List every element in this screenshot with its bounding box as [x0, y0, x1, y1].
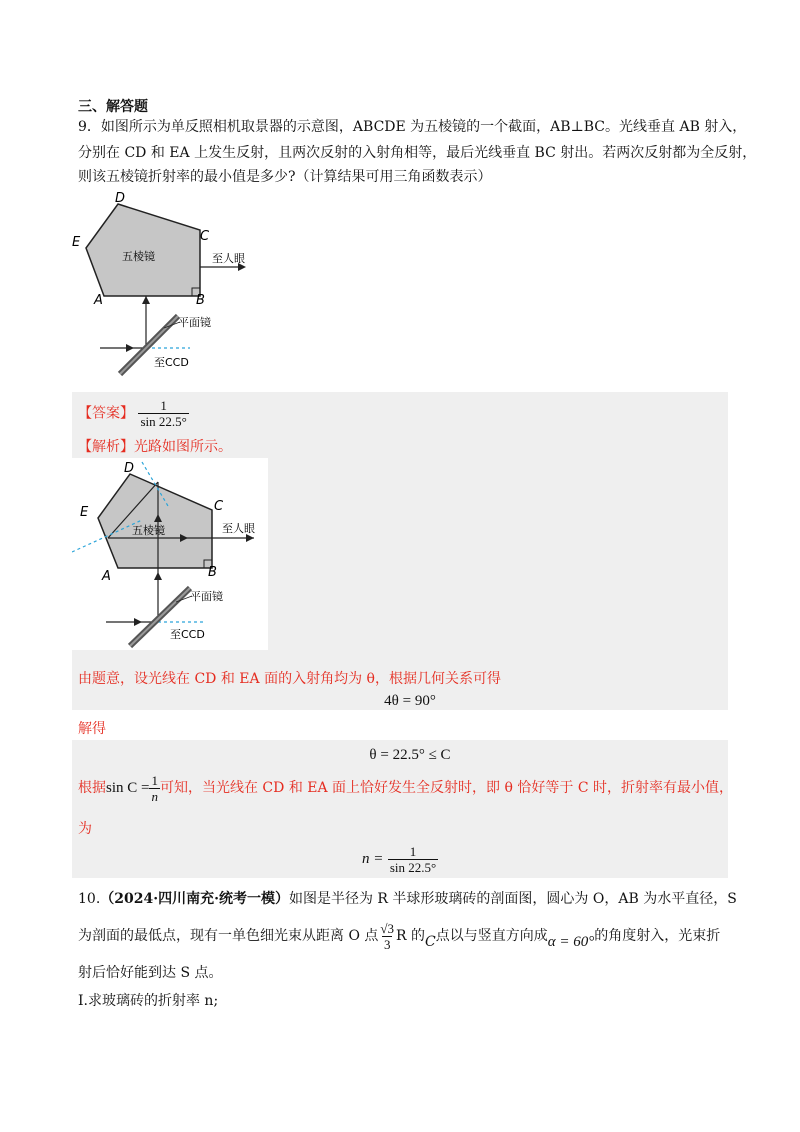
analysis-step1: 由题意，设光线在 CD 和 EA 面的入射角均为 θ，根据几何关系可得: [78, 671, 501, 687]
q9-line1-text: 如图所示为单反照相机取景器的示意图，ABCDE 为五棱镜的一个截面，AB⊥BC。光线垂直 AB 射入，: [100, 119, 747, 135]
step2-fraction: [149, 773, 160, 804]
label-e: E: [72, 235, 81, 250]
analysis-solve: 解得: [78, 721, 106, 737]
ccd2-label: 至CCD: [170, 628, 205, 641]
prism2-label: 五棱镜: [132, 524, 165, 537]
q10-number: 10.: [78, 891, 101, 907]
analysis-wei: 为: [78, 821, 92, 837]
label-a: A: [94, 293, 103, 308]
equation-2: θ = 22.5° ≤ C: [369, 747, 451, 763]
q10-alpha: α = 60°: [547, 934, 595, 950]
answer-tag: 【答案】: [78, 405, 134, 422]
q10-line3: 射后恰好能到达 S 点。: [78, 965, 223, 981]
q10-line1: [78, 888, 737, 910]
q10-line2-post2: 的角度射入，光束折: [594, 928, 721, 944]
answer-line: [78, 398, 189, 429]
mirror2-label: 平面镜: [190, 590, 223, 603]
step2-sin: sin C =: [106, 780, 150, 796]
q10-fraction: [378, 921, 396, 952]
q10-source: （2024·四川南充·统考一模）: [100, 891, 289, 907]
label2-e: E: [80, 505, 89, 520]
q10-line2-post1: 点以与竖直方向成: [435, 928, 548, 944]
ccd-label: 至CCD: [154, 356, 189, 369]
q10-line2-mid: R 的: [396, 928, 426, 944]
answer-den: sin 22.5°: [140, 414, 187, 429]
figure-prism-1: [60, 188, 280, 388]
eq3-fraction: [388, 844, 438, 875]
answer-num: 1: [160, 398, 167, 413]
label2-a: A: [102, 569, 111, 584]
q10-line1-text: 如图是半径为 R 半球形玻璃砖的剖面图，圆心为 O，AB 为水平直径，S: [288, 891, 737, 907]
q9-number: 9．: [78, 119, 101, 135]
label2-c: C: [214, 499, 224, 514]
eq3-den: sin 22.5°: [389, 859, 437, 875]
answer-fraction: [138, 398, 188, 429]
q10-line2-pre: 为剖面的最低点，现有一单色细光束从距离 O 点: [78, 928, 379, 944]
eq3-num: 1: [409, 843, 417, 859]
q9-line1: [78, 116, 746, 138]
prism-label: 五棱镜: [122, 250, 155, 263]
figure-prism-2: [72, 458, 268, 650]
q10-den: 3: [383, 936, 391, 952]
q9-line2: 分别在 CD 和 EA 上发生反射，且两次反射的入射角相等，最后光线垂直 BC 射出。若两次反射都为全反射，: [78, 145, 757, 161]
q10-num: √3: [380, 920, 395, 936]
analysis-tag: 【解析】: [78, 439, 134, 455]
right-arrow: [126, 344, 134, 352]
mirror-label: 平面镜: [178, 316, 211, 329]
step2-post: 可知，当光线在 CD 和 EA 面上恰好发生全反射时，即 θ 恰好等于 C 时，折射率有最小值，: [159, 780, 733, 796]
q10-point-c: C: [425, 934, 436, 950]
analysis-text: 光路如图所示。: [134, 439, 232, 455]
label2-d: D: [124, 461, 135, 476]
q9-line3: 则该五棱镜折射率的最小值是多少?（计算结果可用三角函数表示）: [78, 169, 492, 185]
q10-sub1: Ⅰ.求玻璃砖的折射率 n;: [78, 993, 219, 1009]
label2-b: B: [208, 565, 217, 580]
up-arrow: [142, 296, 150, 304]
equation-3: [362, 842, 438, 876]
equation-1: 4θ = 90°: [384, 693, 436, 709]
eye2-label: 至人眼: [222, 522, 255, 535]
section-title: 三、解答题: [78, 99, 148, 115]
eye-label: 至人眼: [212, 252, 245, 265]
step2-pre: 根据: [78, 780, 106, 796]
analysis-step2: [78, 768, 733, 808]
q10-line2: [78, 916, 720, 956]
label-d: D: [115, 191, 126, 206]
step2-num: 1: [151, 772, 158, 788]
label-b: B: [196, 293, 205, 308]
eq3-lhs: n =: [362, 851, 384, 867]
step2-den: n: [151, 788, 158, 804]
label-c: C: [200, 229, 210, 244]
analysis-line: [78, 436, 232, 458]
